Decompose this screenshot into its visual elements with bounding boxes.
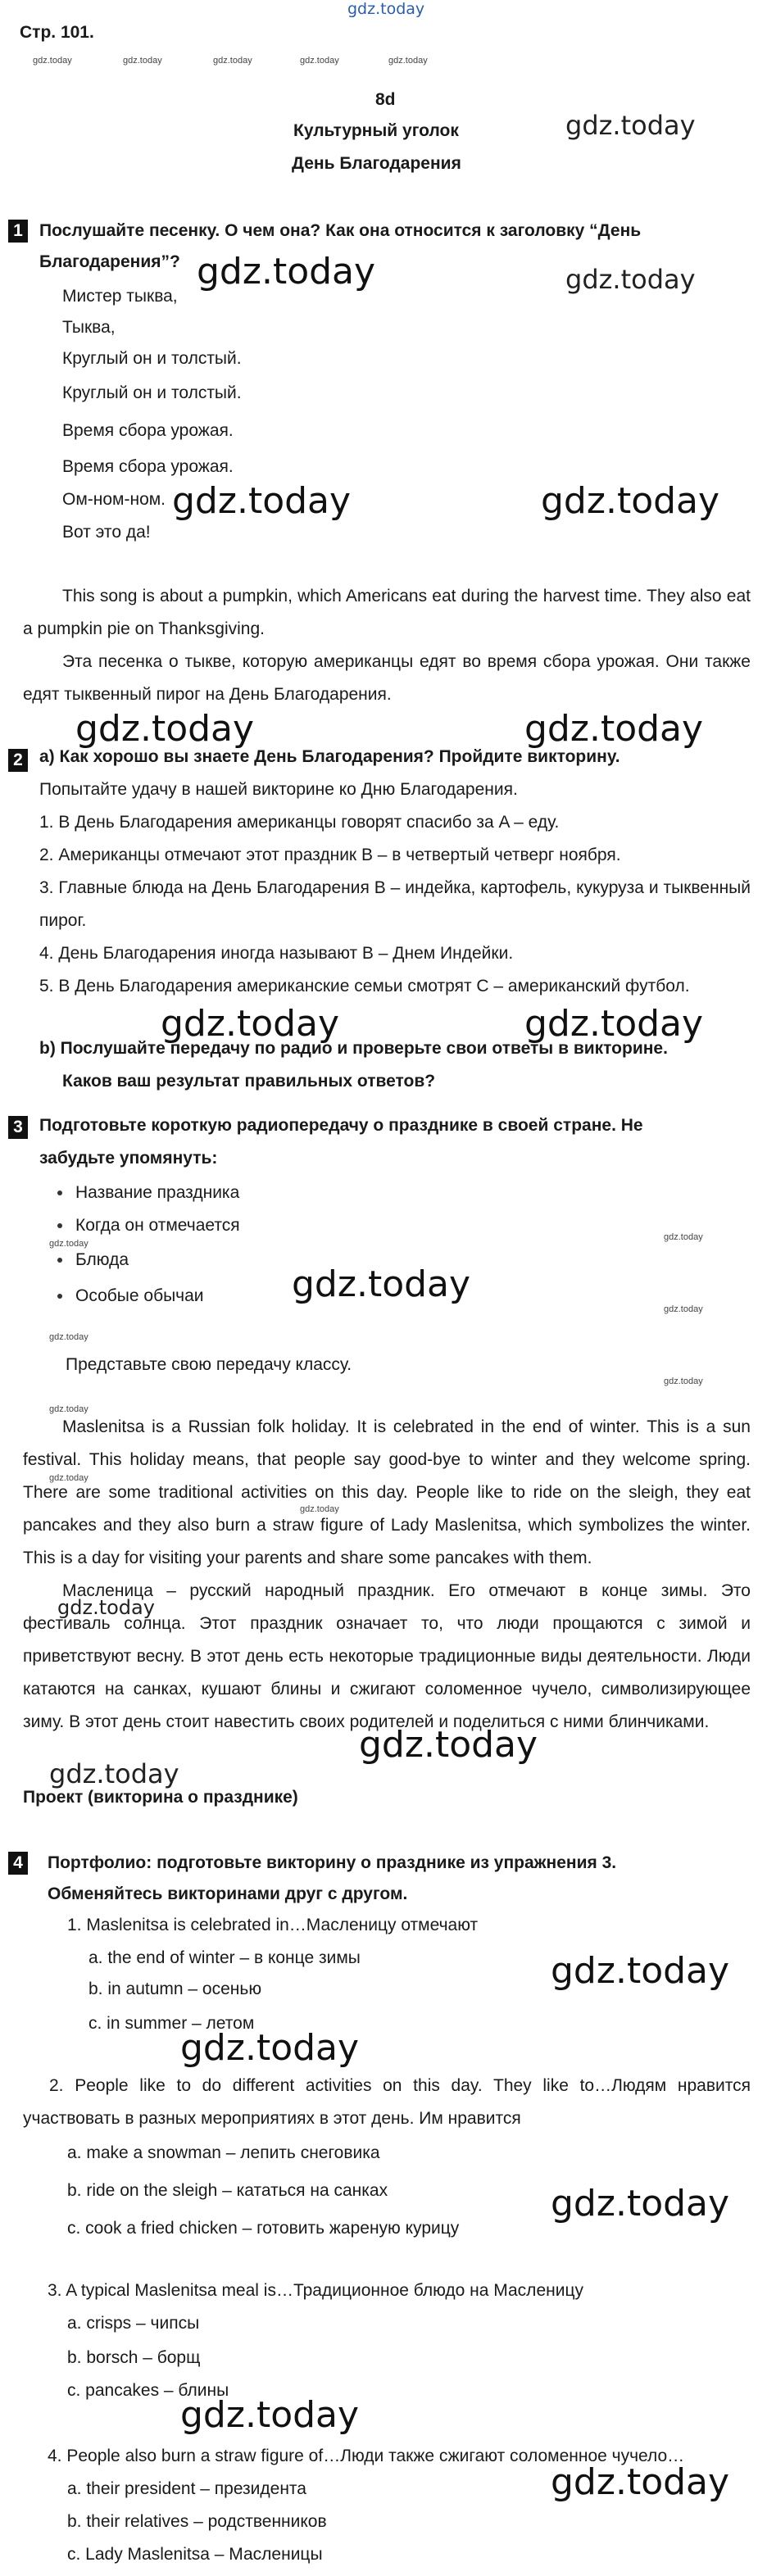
- watermark: gdz.today: [161, 1003, 340, 1045]
- answer-english: This song is about a pumpkin, which Americans eat during the harvest time. They also eat a pumpkin pie on Thanksgiving.: [23, 587, 751, 638]
- watermark: gdz.today: [180, 2394, 360, 2436]
- watermark: gdz.today: [524, 1003, 704, 1045]
- quiz-question: 1. Maslenitsa is celebrated in…Масленицу отмечают: [67, 1916, 479, 1934]
- watermark-small: gdz.today: [664, 1232, 703, 1242]
- watermark-small: gdz.today: [213, 56, 252, 66]
- bullet-icon: [57, 1223, 62, 1228]
- quiz-item: 5. В День Благодарения американские семьи смотрят C – американский футбол.: [39, 977, 690, 995]
- song-line: Мистер тыква,: [62, 287, 178, 306]
- watermark: gdz.today: [565, 264, 696, 295]
- quiz-option: a. the end of winter – в конце зимы: [88, 1948, 361, 1967]
- answer-russian: Эта песенка о тыкве, которую американцы едят во время сбора урожая. Они также едят тыквенный пирог на День Благодарения.: [23, 652, 751, 704]
- quiz-item: 4. День Благодарения иногда называют B – Днем Индейки.: [39, 944, 514, 963]
- quiz-item: 3. Главные блюда на День Благодарения B – индейка, картофель, кукуруза и тыквенный пирог.: [39, 878, 751, 930]
- answer-russian: Масленица – русский народный праздник. Его отмечают в конце зимы. Это фестиваль солнца. Этот праздник означает то, что люди прощаются с зимой и приветствуют весну. В этот день есть некоторые традиционные виды деятельности. Люди катаются на санках, кушают блины и сжигают соломенное чучело, символизирующее зиму. В этот день стоит навестить своих родителей и поделиться с ними блинчиками.: [23, 1581, 751, 1731]
- quiz-item: 2. Американцы отмечают этот праздник B – в четвертый четверг ноября.: [39, 846, 621, 864]
- quiz-option: c. Lady Maslenitsa – Масленицы: [67, 2545, 323, 2564]
- project-title: Проект (викторина о празднике): [23, 1788, 298, 1807]
- quiz-option: b. borsch – борщ: [67, 2348, 201, 2367]
- exercise-task: Благодарения”?: [39, 252, 180, 271]
- bullet-icon: [57, 1258, 62, 1263]
- exercise-task: Каков ваш результат правильных ответов?: [62, 1072, 436, 1091]
- exercise-task: a) Как хорошо вы знаете День Благодарения? Пройдите викторину.: [39, 747, 620, 766]
- exercise-number: 3: [8, 1116, 28, 1139]
- watermark-small: gdz.today: [300, 56, 339, 66]
- watermark-small: gdz.today: [123, 56, 162, 66]
- song-line: Тыква,: [62, 318, 116, 337]
- watermark-small: gdz.today: [49, 1404, 88, 1414]
- song-line: Круглый он и толстый.: [62, 383, 242, 402]
- watermark-small: gdz.today: [664, 1376, 703, 1386]
- watermark-small: gdz.today: [33, 56, 72, 66]
- present-instruction: Представьте свою передачу классу.: [66, 1355, 352, 1374]
- quiz-option: c. pancakes – блины: [67, 2381, 229, 2400]
- exercise-task: b) Послушайте передачу по радио и проверьте свои ответы в викторине.: [39, 1039, 668, 1058]
- bullet-item: Блюда: [75, 1250, 129, 1269]
- exercise-number: 2: [8, 749, 28, 772]
- song-line: Круглый он и толстый.: [62, 349, 242, 368]
- bullet-item: Особые обычаи: [75, 1286, 204, 1305]
- quiz-option: a. crisps – чипсы: [67, 2314, 200, 2333]
- exercise-task: Подготовьте короткую радиопередачу о празднике в своей стране. Не: [39, 1116, 643, 1135]
- watermark-small: gdz.today: [49, 1473, 88, 1483]
- exercise-number: 1: [8, 220, 28, 243]
- page-reference: Стр. 101.: [20, 23, 94, 42]
- bullet-item: Название праздника: [75, 1183, 240, 1202]
- answer-english: Maslenitsa is a Russian folk holiday. It is celebrated in the end of winter. This is a sun festival. This holiday means, that people say good-bye to winter and they welcome spring. There are some traditional activities on this day. People like to ride on the sleigh, they eat pancakes and they also burn a straw figure of Lady Maslenitsa, which symbolizes the winter. This is a day for visiting your parents and share some pancakes with them.: [23, 1417, 751, 1567]
- watermark: gdz.today: [57, 1596, 155, 1619]
- watermark: gdz.today: [551, 1950, 730, 1992]
- unit-number: 8d: [375, 90, 396, 109]
- bullet-icon: [57, 1190, 62, 1195]
- song-line: Время сбора урожая.: [62, 457, 234, 476]
- bullet-item: Когда он отмечается: [75, 1216, 240, 1235]
- exercise-task: Послушайте песенку. О чем она? Как она относится к заголовку “День: [39, 221, 642, 240]
- quiz-option: c. cook a fried chicken – готовить жареную курицу: [67, 2219, 460, 2238]
- quiz-option: c. in summer – летом: [88, 2014, 255, 2033]
- watermark: gdz.today: [551, 2183, 730, 2225]
- watermark: gdz.today: [524, 708, 704, 750]
- song-line: Вот это да!: [62, 523, 151, 542]
- watermark: gdz.today: [541, 480, 720, 522]
- exercise-task: Портфолио: подготовьте викторину о празднике из упражнения 3.: [48, 1853, 617, 1872]
- watermark: gdz.today: [551, 2461, 730, 2503]
- exercise-number: 4: [8, 1852, 28, 1875]
- exercise-task: забудьте упомянуть:: [39, 1149, 218, 1168]
- quiz-question: 4. People also burn a straw figure of…Люди также сжигают соломенное чучело…: [48, 2447, 685, 2465]
- watermark-small: gdz.today: [664, 1304, 703, 1314]
- watermark: gdz.today: [565, 110, 696, 141]
- watermark: gdz.today: [359, 1724, 538, 1766]
- exercise-task: Обменяйтесь викторинами друг с другом.: [48, 1884, 408, 1903]
- quiz-question: 2. People like to do different activities on this day. They like to…Людям нравится участвовать в разных мероприятиях в этот день. Им нравится: [23, 2076, 751, 2128]
- watermark: gdz.today: [292, 1263, 471, 1305]
- quiz-item: 1. В День Благодарения американцы говорят спасибо за A – еду.: [39, 813, 560, 832]
- watermark: gdz.today: [180, 2027, 360, 2069]
- bullet-icon: [57, 1294, 62, 1299]
- watermark: gdz.today: [75, 708, 255, 750]
- page-title: День Благодарения: [292, 154, 461, 173]
- quiz-intro: Попытайте удачу в нашей викторине ко Дню Благодарения.: [39, 780, 518, 799]
- quiz-option: b. in autumn – осенью: [88, 1980, 262, 1998]
- watermark: gdz.today: [172, 480, 352, 522]
- song-line: Ом-ном-ном.: [62, 490, 166, 509]
- watermark: gdz.today: [197, 251, 376, 293]
- section-title: Культурный уголок: [293, 121, 459, 140]
- watermark-small: gdz.today: [300, 1504, 339, 1514]
- quiz-option: a. their president – президента: [67, 2479, 306, 2498]
- quiz-option: b. their relatives – родственников: [67, 2512, 327, 2531]
- watermark-small: gdz.today: [49, 1239, 88, 1249]
- site-logo: gdz.today: [347, 0, 425, 18]
- watermark: gdz.today: [49, 1758, 179, 1789]
- song-line: Время сбора урожая.: [62, 421, 234, 440]
- watermark-small: gdz.today: [49, 1332, 88, 1342]
- quiz-option: b. ride on the sleigh – кататься на санках: [67, 2181, 388, 2200]
- watermark-small: gdz.today: [388, 56, 428, 66]
- quiz-question: 3. A typical Maslenitsa meal is…Традиционное блюдо на Масленицу: [48, 2281, 583, 2300]
- quiz-option: a. make a snowman – лепить снеговика: [67, 2143, 380, 2162]
